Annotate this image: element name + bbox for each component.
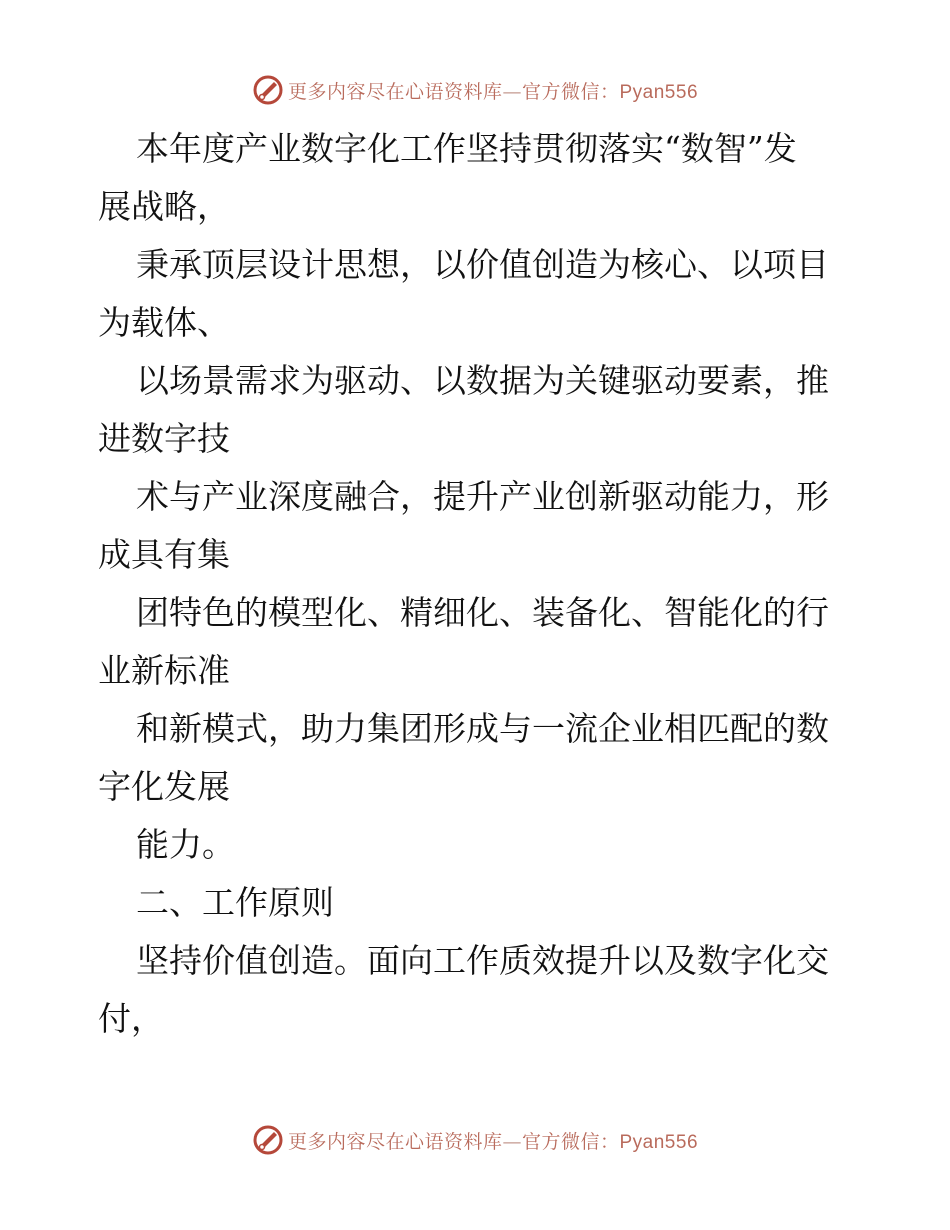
footer-banner-text: 更多内容尽在心语资料库—官方微信：Pyan556 (287, 1130, 699, 1153)
paragraph-6: 和新模式，助力集团形成与一流企业相匹配的数 字化发展 (98, 709, 829, 806)
paragraph-4: 术与产业深度融合，提升产业创新驱动能力，形 成具有集 (98, 477, 829, 574)
paragraph-3: 以场景需求为驱动、以数据为关键驱动要素，推 进数字技 (98, 361, 829, 458)
brand-logo-icon (252, 74, 284, 106)
paragraph-5: 团特色的模型化、精细化、装备化、智能化的行 业新标准 (98, 593, 829, 690)
header-watermark-banner (0, 70, 950, 110)
footer-watermark-banner (0, 1120, 950, 1160)
paragraph-8: 坚持价值创造。面向工作质效提升以及数字化交 付， (98, 941, 829, 1038)
section-heading: 二、工作原则 (136, 883, 334, 922)
brand-logo-icon (252, 1124, 284, 1156)
document-body (98, 120, 858, 1048)
paragraph-1: 本年度产业数字化工作坚持贯彻落实“数智”发 展战略， (98, 129, 797, 226)
header-banner-text: 更多内容尽在心语资料库—官方微信：Pyan556 (287, 80, 699, 103)
paragraph-7: 能力。 (136, 825, 235, 864)
paragraph-2: 秉承顶层设计思想，以价值创造为核心、以项目 为载体、 (98, 245, 829, 342)
